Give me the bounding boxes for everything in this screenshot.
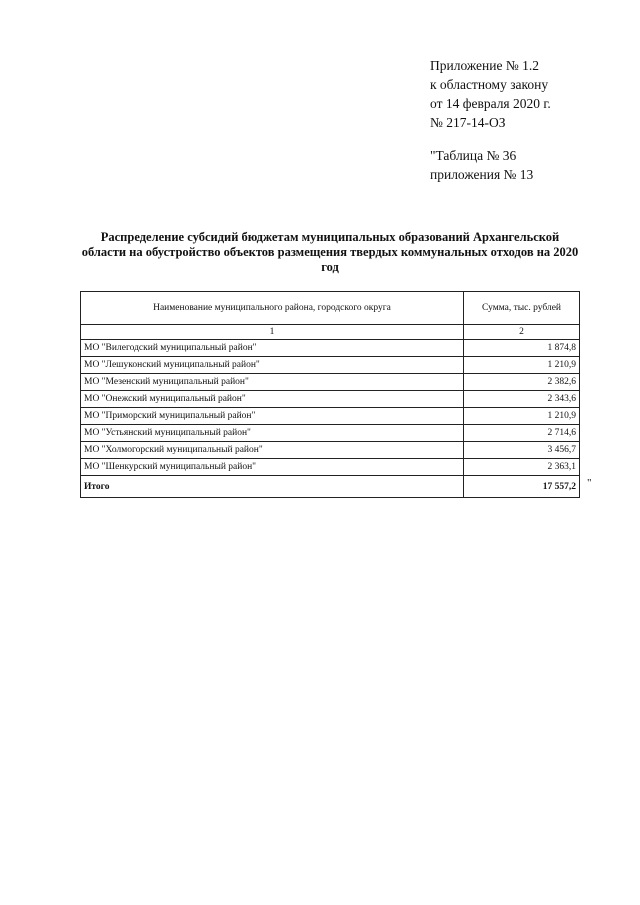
municipality-name: МО "Приморский муниципальный район" (81, 408, 464, 425)
table-row (81, 459, 580, 476)
municipality-name: МО "Шенкурский муниципальный район" (81, 459, 464, 476)
table-header-row (81, 292, 580, 325)
total-label: Итого (81, 476, 464, 498)
subsidy-amount: 1 210,9 (464, 408, 580, 425)
subsidy-amount: 2 382,6 (464, 374, 580, 391)
table-row (81, 391, 580, 408)
table-row (81, 357, 580, 374)
table-row (81, 425, 580, 442)
table-number: "Таблица № 36 (430, 148, 517, 163)
col-sum-header: Сумма, тыс. рублей (464, 292, 580, 325)
municipality-name: МО "Онежский муниципальный район" (81, 391, 464, 408)
law-date: от 14 февраля 2020 г. (430, 96, 551, 111)
table-row (81, 374, 580, 391)
municipality-name: МО "Лешуконский муниципальный район" (81, 357, 464, 374)
subsidy-amount: 1 210,9 (464, 357, 580, 374)
closing-quote-mark: " (587, 477, 592, 489)
appendix-law-ref: к областному закону (430, 77, 549, 92)
subsidy-table (80, 291, 580, 498)
subsidy-amount: 1 874,8 (464, 340, 580, 357)
col-name-header: Наименование муниципального района, городского округа (81, 292, 464, 325)
table-row (81, 340, 580, 357)
municipality-name: МО "Вилегодский муниципальный район" (81, 340, 464, 357)
column-number-row (81, 325, 580, 340)
subsidy-amount: 2 343,6 (464, 391, 580, 408)
col-1-number: 1 (81, 325, 464, 340)
document-title: Распределение субсидий бюджетам муниципальных образований Архангельской области на обустройство объектов размещения твердых коммунальных отходов на 2020 год (81, 230, 579, 274)
total-row (81, 476, 580, 498)
subsidy-amount: 2 714,6 (464, 425, 580, 442)
table-row (81, 408, 580, 425)
subsidy-amount: 2 363,1 (464, 459, 580, 476)
table-appendix-ref: приложения № 13 (430, 167, 534, 182)
law-number: № 217-14-ОЗ (430, 115, 506, 130)
table-row (81, 442, 580, 459)
municipality-name: МО "Холмогорский муниципальный район" (81, 442, 464, 459)
total-amount: 17 557,2 (464, 476, 580, 498)
municipality-name: МО "Мезенский муниципальный район" (81, 374, 464, 391)
appendix-number: Приложение № 1.2 (430, 58, 539, 73)
municipality-name: МО "Устьянский муниципальный район" (81, 425, 464, 442)
document-header (430, 56, 630, 184)
subsidy-amount: 3 456,7 (464, 442, 580, 459)
col-2-number: 2 (464, 325, 580, 340)
